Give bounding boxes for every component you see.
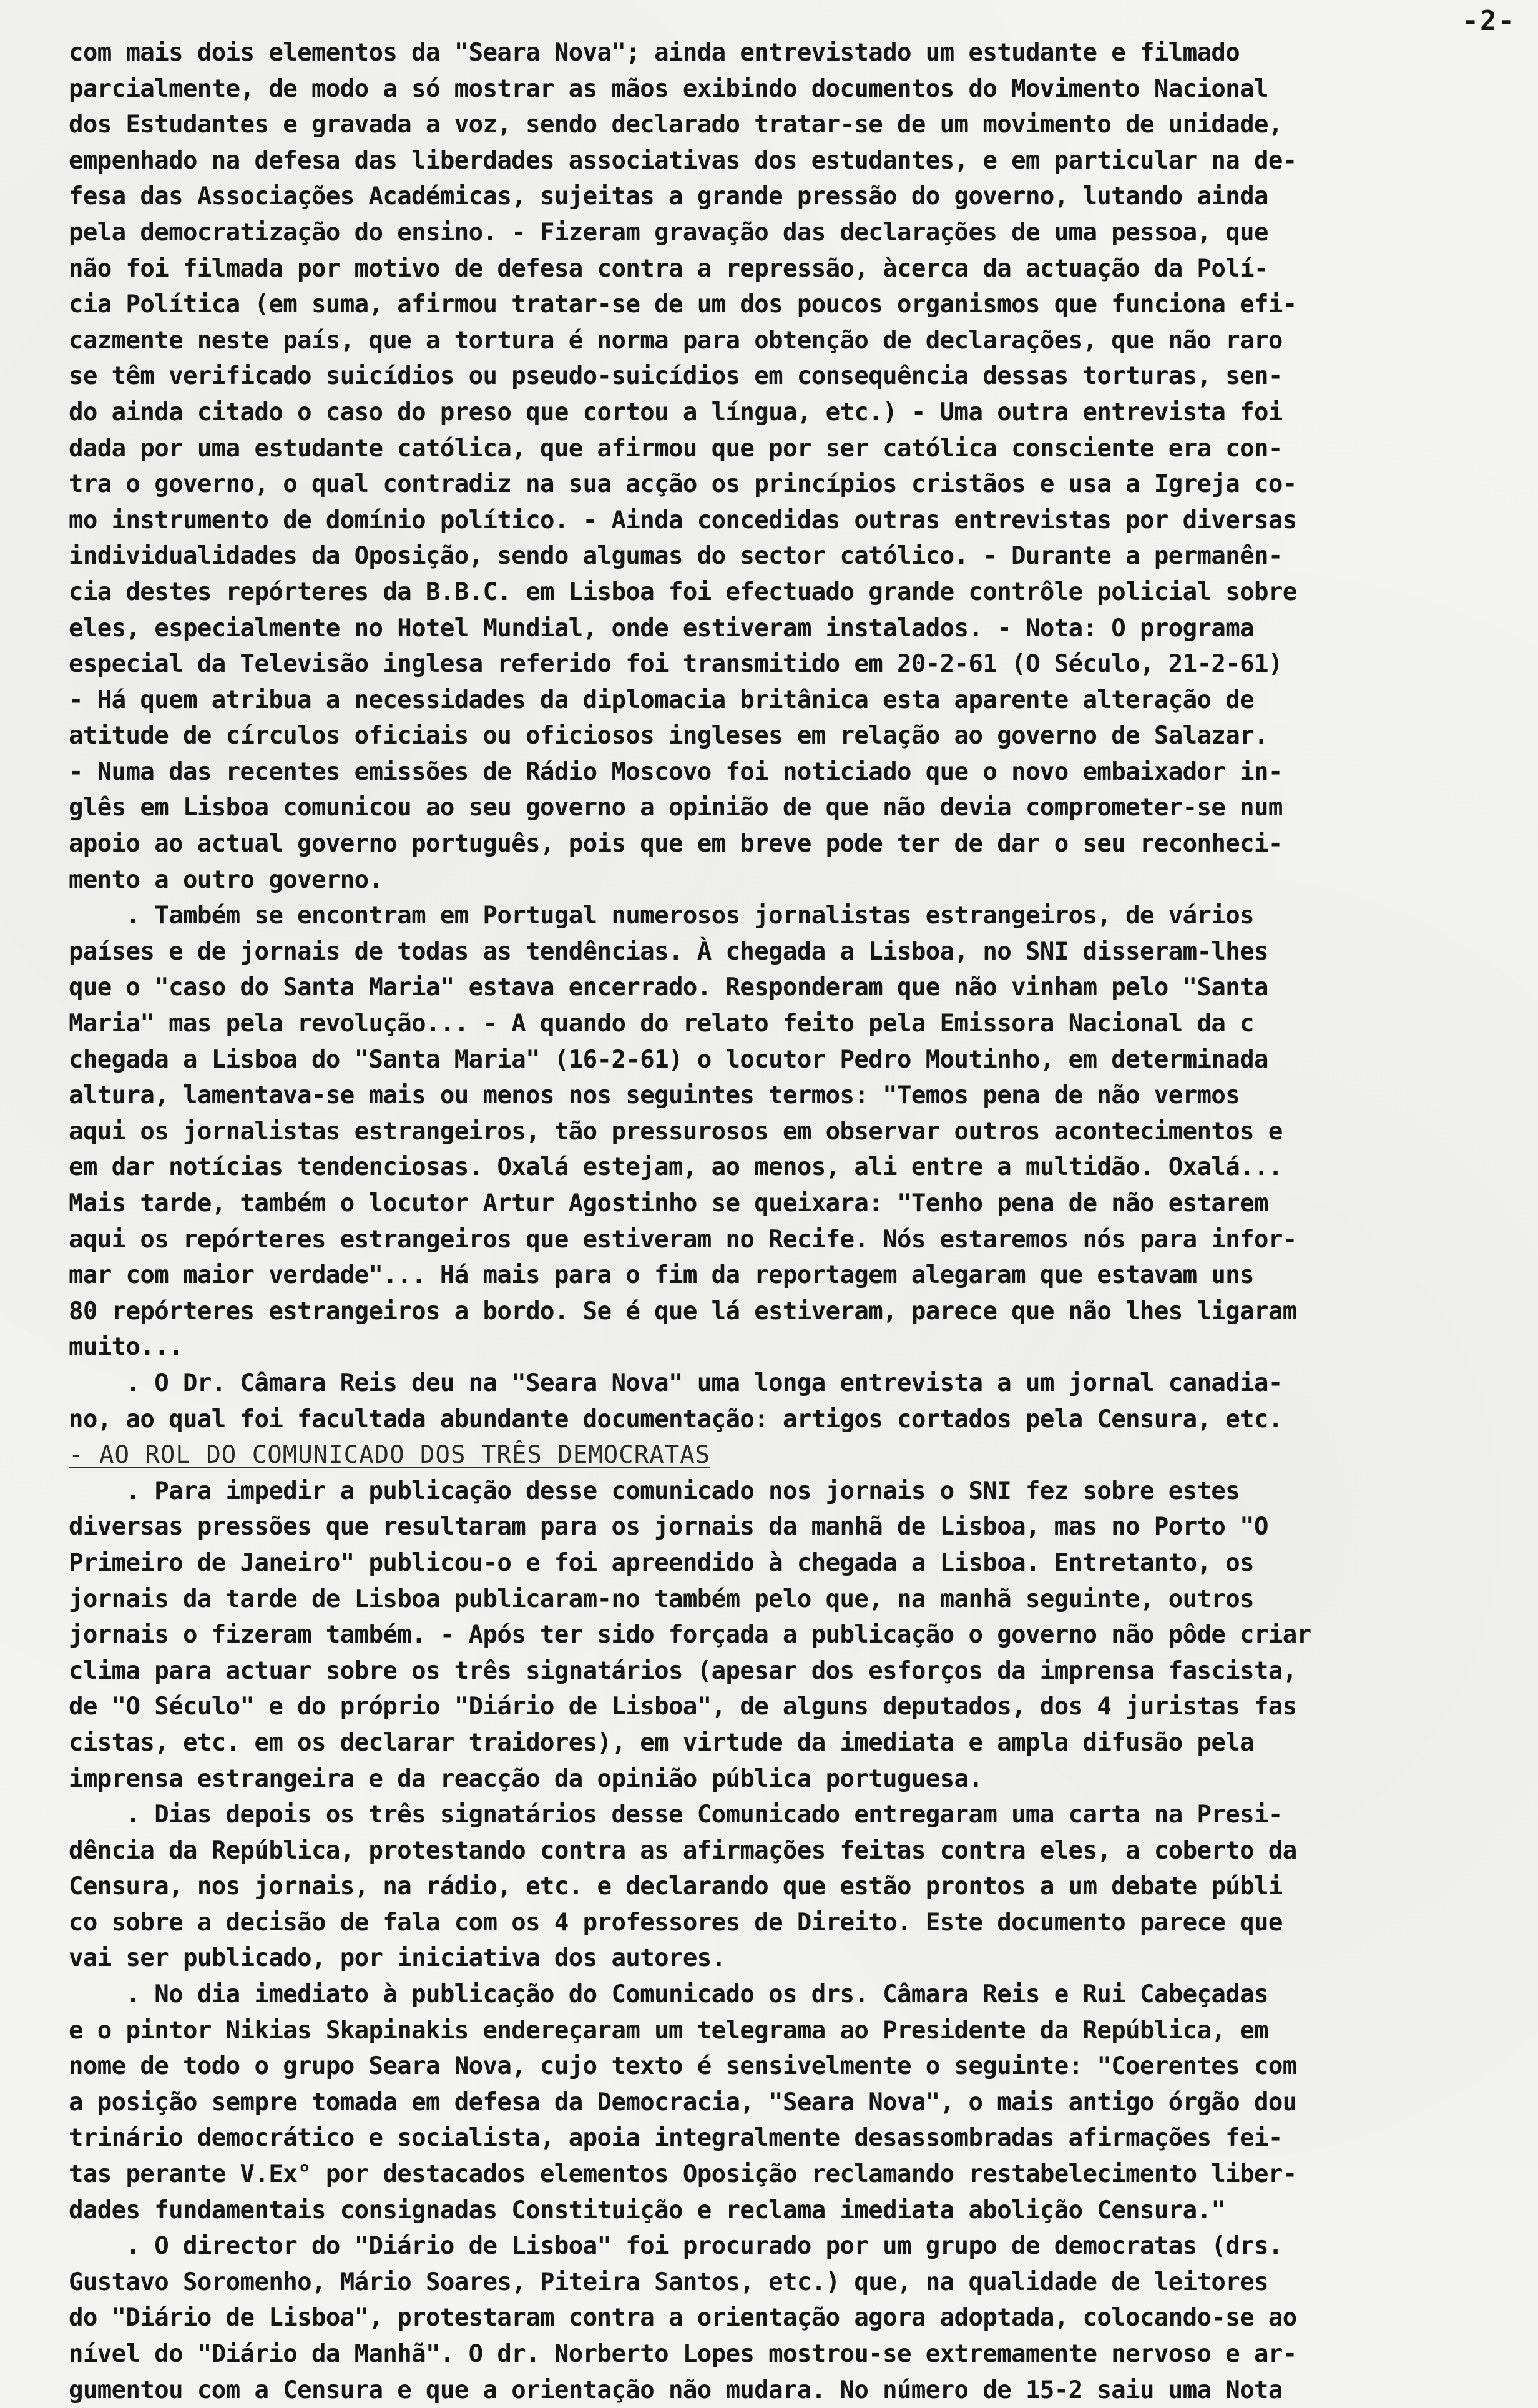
text-line: nível do "Diário da Manhã". O dr. Norberto Lopes mostrou-se extremamente nervoso e ar- xyxy=(69,2340,1297,2368)
text-line: Maria" mas pela revolução... - A quando do relato feito pela Emissora Nacional da c xyxy=(69,1010,1255,1038)
text-line: muito... xyxy=(69,1333,184,1362)
text-line: fesa das Associações Académicas, sujeitas a grande pressão do governo, lutando ainda xyxy=(69,182,1268,211)
text-line: diversas pressões que resultaram para os jornais da manhã de Lisboa, mas no Porto "O xyxy=(69,1513,1268,1541)
text-line: . O Dr. Câmara Reis deu na "Seara Nova" uma longa entrevista a um jornal canadia- xyxy=(69,1369,1283,1397)
text-line: que o "caso do Santa Maria" estava encerrado. Responderam que não vinham pelo "Santa xyxy=(69,973,1268,1002)
text-line: aqui os repórteres estrangeiros que estiveram no Recife. Nós estaremos nós para infor- xyxy=(69,1225,1297,1254)
text-line: trinário democrático e socialista, apoia integralmente desassombradas afirmações fei- xyxy=(69,2124,1283,2153)
text-line: Primeiro de Janeiro" publicou-o e foi apreendido à chegada a Lisboa. Entretanto, os xyxy=(69,1548,1255,1577)
section-heading: - AO ROL DO COMUNICADO DOS TRÊS DEMOCRATAS xyxy=(69,1441,711,1470)
text-line: cistas, etc. em os declarar traidores), em virtude da imediata e ampla difusão pela xyxy=(69,1728,1255,1757)
text-line: nome de todo o grupo Seara Nova, cujo texto é sensivelmente o seguinte: "Coerentes com xyxy=(69,2052,1297,2081)
text-line: . Para impedir a publicação desse comunicado nos jornais o SNI fez sobre estes xyxy=(69,1477,1240,1505)
text-line: individualidades da Oposição, sendo algumas do sector católico. - Durante a permanên- xyxy=(69,542,1283,571)
text-line: 80 repórteres estrangeiros a bordo. Se é que lá estiveram, parece que não lhes ligaram xyxy=(69,1297,1297,1325)
text-line: empenhado na defesa das liberdades associativas dos estudantes, e em particular na de- xyxy=(69,146,1297,175)
text-line: vai ser publicado, por iniciativa dos autores. xyxy=(69,1944,726,1973)
text-line: clima para actuar sobre os três signatários (apesar dos esforços da imprensa fascista, xyxy=(69,1656,1297,1685)
text-line: e o pintor Nikias Skapinakis endereçaram um telegrama ao Presidente da República, em xyxy=(69,2016,1268,2045)
text-line: Gustavo Soromenho, Mário Soares, Piteira Santos, etc.) que, na qualidade de leitores xyxy=(69,2268,1268,2296)
text-line: se têm verificado suicídios ou pseudo-suicídios em consequência dessas torturas, sen- xyxy=(69,362,1283,391)
text-line: imprensa estrangeira e da reacção da opinião pública portuguesa. xyxy=(69,1764,983,1793)
text-line: com mais dois elementos da "Seara Nova"; ainda entrevistado um estudante e filmado xyxy=(69,39,1240,67)
text-line: países e de jornais de todas as tendências. À chegada a Lisboa, no SNI disseram-lhes xyxy=(69,937,1268,966)
text-line: eles, especialmente no Hotel Mundial, onde estiveram instalados. - Nota: O programa xyxy=(69,614,1255,642)
text-line: de "O Século" e do próprio "Diário de Lisboa", de alguns deputados, dos 4 juristas fas xyxy=(69,1693,1297,1721)
text-line: altura, lamentava-se mais ou menos nos seguintes termos: "Temos pena de não vermos xyxy=(69,1081,1240,1110)
text-line: gumentou com a Censura e que a orientação não mudara. No número de 15-2 saiu uma Nota xyxy=(69,2376,1283,2404)
text-line: do ainda citado o caso do preso que cortou a língua, etc.) - Uma outra entrevista foi xyxy=(69,398,1283,426)
text-line: especial da Televisão inglesa referido foi transmitido em 20-2-61 (O Século, 21-2-61) xyxy=(69,650,1283,679)
text-line: apoio ao actual governo português, pois que em breve pode ter de dar o seu reconheci- xyxy=(69,830,1283,858)
text-line: - Numa das recentes emissões de Rádio Moscovo foi noticiado que o novo embaixador in- xyxy=(69,757,1283,786)
text-line: cia Política (em suma, afirmou tratar-se de um dos poucos organismos que funciona efi- xyxy=(69,290,1297,319)
text-line: a posição sempre tomada em defesa da Democracia, "Seara Nova", o mais antigo órgão dou xyxy=(69,2088,1297,2116)
text-line: parcialmente, de modo a só mostrar as mãos exibindo documentos do Movimento Nacional xyxy=(69,74,1268,103)
text-line: dência da República, protestando contra as afirmações feitas contra eles, a coberto da xyxy=(69,1836,1297,1865)
text-line: em dar notícias tendenciosas. Oxalá estejam, ao menos, ali entre a multidão. Oxalá... xyxy=(69,1153,1283,1182)
text-line: mar com maior verdade"... Há mais para o fim da reportagem alegaram que estavam uns xyxy=(69,1261,1255,1290)
text-line: dades fundamentais consignadas Constituição e reclama imediata abolição Censura." xyxy=(69,2196,1226,2224)
text-line: do "Diário de Lisboa", protestaram contra a orientação agora adoptada, colocando-se ao xyxy=(69,2304,1297,2332)
text-line: Mais tarde, também o locutor Artur Agostinho se queixara: "Tenho pena de não estarem xyxy=(69,1189,1268,1217)
text-line: cia destes repórteres da B.B.C. em Lisboa foi efectuado grande contrôle policial sobre xyxy=(69,577,1297,606)
text-line: co sobre a decisão de fala com os 4 professores de Direito. Este documento parece que xyxy=(69,1908,1283,1937)
text-line: . No dia imediato à publicação do Comunicado os drs. Câmara Reis e Rui Cabeçadas xyxy=(69,1980,1268,2009)
text-line: tra o governo, o qual contradiz na sua acção os princípios cristãos e usa a Igreja co- xyxy=(69,470,1297,499)
text-line: no, ao qual foi facultada abundante documentação: artigos cortados pela Censura, etc. xyxy=(69,1405,1283,1433)
text-line: jornais da tarde de Lisboa publicaram-no também pelo que, na manhã seguinte, outros xyxy=(69,1585,1255,1613)
text-line: . Também se encontram em Portugal numerosos jornalistas estrangeiros, de vários xyxy=(69,902,1255,930)
text-line: cazmente neste país, que a tortura é norma para obtenção de declarações, que não raro xyxy=(69,326,1283,355)
text-line: . O director do "Diário de Lisboa" foi procurado por um grupo de democratas (drs. xyxy=(69,2232,1283,2261)
page-number: -2- xyxy=(1462,5,1516,37)
text-line: - Há quem atribua a necessidades da diplomacia britânica esta aparente alteração de xyxy=(69,686,1255,714)
text-line: tas perante V.Ex° por destacados elementos Oposição reclamando restabelecimento liber- xyxy=(69,2160,1297,2189)
text-line: . Dias depois os três signatários desse Comunicado entregaram uma carta na Presi- xyxy=(69,1801,1283,1829)
text-line: dos Estudantes e gravada a voz, sendo declarado tratar-se de um movimento de unidade, xyxy=(69,111,1283,139)
text-line: não foi filmada por motivo de defesa contra a repressão, àcerca da actuação da Polí- xyxy=(69,254,1268,283)
text-line: pela democratização do ensino. - Fizeram gravação das declarações de uma pessoa, que xyxy=(69,218,1268,247)
text-line: glês em Lisboa comunicou ao seu governo a opinião de que não devia comprometer-se num xyxy=(69,794,1283,822)
text-line: mento a outro governo. xyxy=(69,865,383,894)
document-body xyxy=(69,35,1523,2408)
text-line: Censura, nos jornais, na rádio, etc. e declarando que estão prontos a um debate públi xyxy=(69,1872,1283,1901)
text-line: atitude de círculos oficiais ou oficiosos ingleses em relação ao governo de Salazar. xyxy=(69,722,1268,750)
text-line: dada por uma estudante católica, que afirmou que por ser católica consciente era con- xyxy=(69,434,1283,463)
text-line: aqui os jornalistas estrangeiros, tão pressurosos em observar outros acontecimentos e xyxy=(69,1117,1283,1146)
text-line: chegada a Lisboa do "Santa Maria" (16-2-61) o locutor Pedro Moutinho, em determinada xyxy=(69,1045,1268,1074)
text-line: jornais o fizeram também. - Após ter sido forçada a publicação o governo não pôde criar xyxy=(69,1621,1311,1649)
text-line: mo instrumento de domínio político. - Ainda concedidas outras entrevistas por diversas xyxy=(69,506,1297,534)
